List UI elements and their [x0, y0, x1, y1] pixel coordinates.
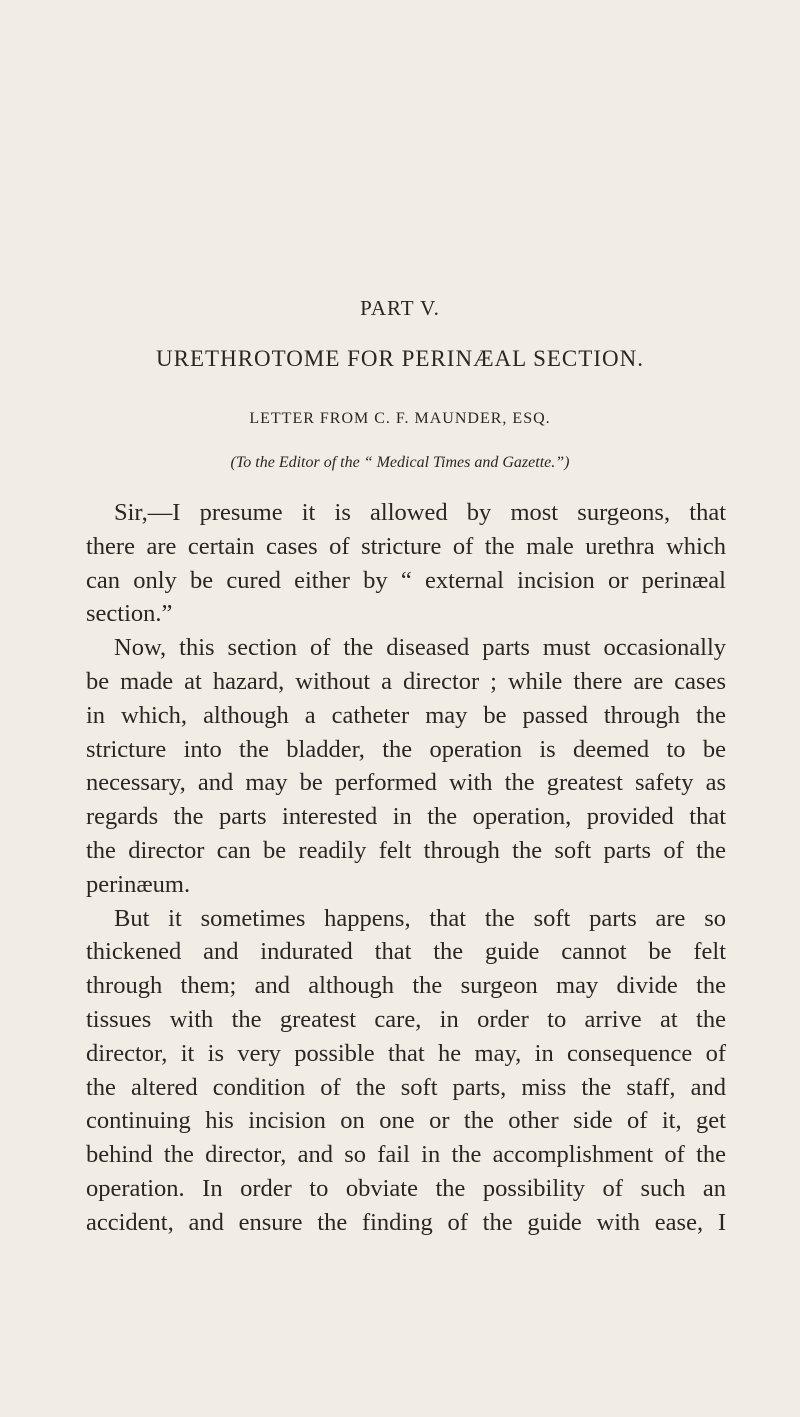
text-line: continuing his incision on one or the other side of it, get	[86, 1107, 726, 1135]
text-line: in which, although a catheter may be passed through the	[86, 701, 726, 729]
text-line: section.”	[86, 600, 173, 628]
text-line: Sir,—I presume it is allowed by most surgeons, that	[114, 499, 726, 526]
text-line: tissues with the greatest care, in order to arrive at the	[86, 1005, 726, 1033]
text-line: can only be cured either by “ external incision or perinæal	[86, 566, 726, 594]
letter-subtitle: LETTER FROM C. F. MAUNDER, ESQ.	[249, 410, 551, 427]
text-line: But it sometimes happens, that the soft parts are so	[114, 904, 726, 932]
text-line: behind the director, and so fail in the accomplishment of the	[86, 1141, 726, 1169]
text-line: through them; and although the surgeon may divide the	[86, 972, 726, 1000]
text-line: director, it is very possible that he may, in consequence of	[86, 1039, 726, 1067]
letter-body	[86, 496, 726, 1240]
editor-address: (To the Editor of the “ Medical Times and Gazette.”)	[230, 454, 570, 471]
text-line: be made at hazard, without a director ; while there are cases	[86, 667, 726, 695]
text-line: operation. In order to obviate the possibility of such an	[86, 1174, 726, 1202]
text-line: necessary, and may be performed with the greatest safety as	[86, 769, 726, 797]
section-title: URETHROTOME FOR PERINÆAL SECTION.	[156, 346, 644, 371]
text-line: stricture into the bladder, the operation is deemed to be	[86, 735, 726, 763]
text-line: perinæum.	[86, 870, 191, 898]
text-line: the altered condition of the soft parts, miss the staff, and	[86, 1073, 726, 1101]
text-line: thickened and indurated that the guide cannot be felt	[86, 938, 726, 966]
text-line: the director can be readily felt through the soft parts of the	[86, 836, 726, 864]
text-line: there are certain cases of stricture of the male urethra which	[86, 532, 726, 560]
text-line: regards the parts interested in the operation, provided that	[86, 803, 726, 831]
text-line: Now, this section of the diseased parts must occasionally	[114, 634, 726, 662]
text-line: accident, and ensure the finding of the guide with ease, I	[86, 1208, 726, 1236]
part-heading: PART V.	[360, 296, 440, 320]
